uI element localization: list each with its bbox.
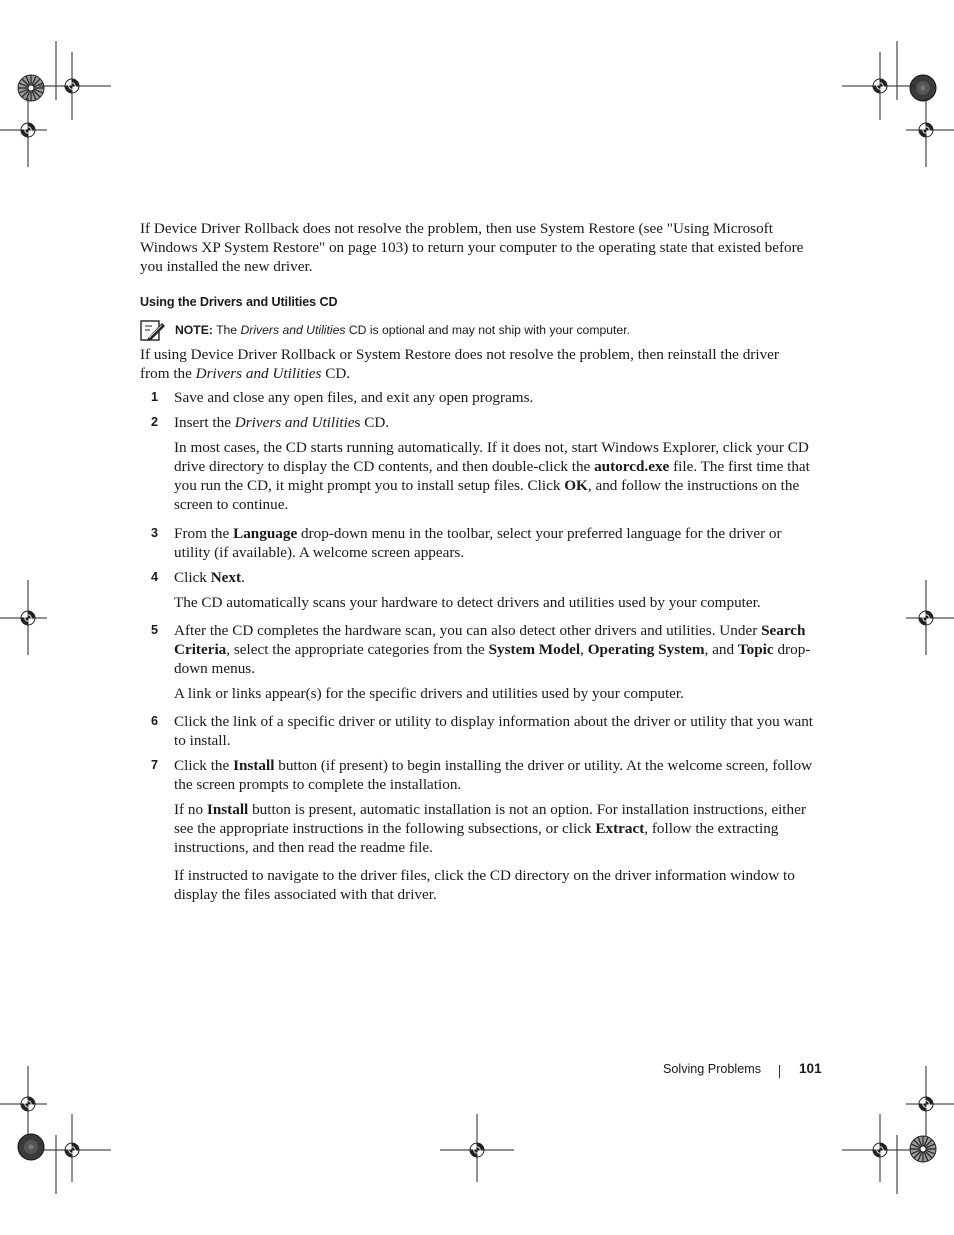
step-number: 7 — [151, 758, 159, 772]
step-detail-part: If no — [174, 801, 207, 818]
step-bold: Operating System — [587, 641, 705, 658]
step-text — [174, 413, 814, 432]
step-detail: The CD automatically scans your hardware to detect drivers and utilities used by your computer. — [174, 594, 761, 611]
note-pencil-icon — [140, 320, 166, 342]
registration-mark-icon — [65, 79, 79, 93]
step-number: 2 — [151, 415, 159, 429]
step-number: 6 — [151, 714, 159, 728]
step-text — [174, 756, 814, 794]
step-detail-part: button is present, automatic installation is not an option. For installation instructions, either see the appropriate instructions in the following subsections, or click — [174, 801, 806, 837]
step-bold: Topic — [737, 641, 774, 658]
step-bold: Language — [233, 525, 298, 542]
step-number: 5 — [151, 623, 159, 637]
step-bold: Next — [210, 569, 242, 586]
footer-divider — [779, 1065, 780, 1078]
step-text-part: button (if present) to begin installing the driver or utility. At the welcome screen, follow the screen prompts to complete the installation. — [174, 757, 813, 793]
step-text-part: Click — [174, 569, 211, 586]
registration-mark-icon — [65, 1143, 79, 1157]
step-detail: If instructed to navigate to the driver files, click the CD directory on the driver information window to display the files associated with that driver. — [174, 867, 795, 903]
registration-mark-icon — [21, 1097, 35, 1111]
step-detail-part: , follow the extracting instructions, and then read the readme file. — [174, 820, 779, 856]
section-heading: Using the Drivers and Utilities CD — [140, 295, 338, 309]
step-text: Save and close any open files, and exit any open programs. — [174, 389, 534, 406]
step-italic: Drivers and Utilitie — [234, 414, 355, 431]
list-item — [140, 388, 820, 407]
step-text: Click the link of a specific driver or utility to display information about the driver or utility that you want to install. — [174, 713, 814, 749]
footer-section-title: Solving Problems — [663, 1062, 761, 1076]
note-text-part: CD is optional and may not ship with your computer. — [345, 323, 630, 337]
list-item — [140, 756, 820, 794]
step-text-part: drop-down menus. — [174, 641, 811, 677]
color-wheel-icon — [910, 75, 936, 101]
step-detail-bold: OK — [564, 477, 588, 494]
step-text — [174, 524, 814, 562]
step-detail-part: , and follow the instructions on the screen to continue. — [174, 477, 800, 513]
page-footer — [600, 1061, 820, 1081]
step-bold: Install — [233, 757, 275, 774]
registration-mark-icon — [21, 611, 35, 625]
step-detail — [174, 800, 814, 857]
registration-mark-icon — [873, 1143, 887, 1157]
step-text-part: . — [241, 569, 245, 586]
reinstall-text-end: CD. — [321, 365, 351, 382]
note-box — [140, 320, 820, 342]
note-text-part: The — [212, 323, 241, 337]
list-item — [140, 568, 820, 587]
step-text-part: After the CD completes the hardware scan, you can also detect other drivers and utilities. Under — [174, 622, 762, 639]
color-wheel-icon — [18, 75, 44, 101]
note-italic: Drivers and Utilities — [240, 323, 346, 337]
registration-mark-icon — [919, 1097, 933, 1111]
registration-mark-icon — [21, 123, 35, 137]
step-detail-bold: Install — [206, 801, 249, 818]
step-detail-bold: Extract — [595, 820, 645, 837]
reinstall-text: If using Device Driver Rollback or System Restore does not resolve the problem, then reinstall the driver from the — [140, 346, 779, 382]
registration-mark-icon — [873, 79, 887, 93]
step-text — [174, 568, 814, 587]
step-text-part: , and — [704, 641, 738, 658]
list-item — [140, 621, 820, 678]
note-label: NOTE: — [175, 323, 213, 337]
note-text — [175, 322, 630, 338]
step-number: 1 — [151, 390, 159, 404]
list-item — [140, 413, 820, 432]
step-detail-bold: autorcd.exe — [594, 458, 670, 475]
step-text-part: From the — [174, 525, 234, 542]
step-bold: System Model — [488, 641, 581, 658]
step-detail: A link or links appear(s) for the specific drivers and utilities used by your computer. — [174, 685, 684, 702]
reinstall-italic: Drivers and Utilities — [195, 365, 322, 382]
page-number: 101 — [799, 1061, 822, 1076]
intro-paragraph: If Device Driver Rollback does not resolve the problem, then use System Restore (see "Using Microsoft Windows XP System Restore" on page 103) to return your computer to the operating state that existed before you installed the new driver. — [140, 220, 804, 275]
step-number: 3 — [151, 526, 159, 540]
step-text-part: drop-down menu in the toolbar, select your preferred language for the driver or utility (if available). A welcome screen appears. — [174, 525, 782, 561]
step-text-part: Click the — [174, 757, 234, 774]
step-bold: Search Criteria — [174, 622, 806, 658]
step-text — [174, 621, 814, 678]
step-detail-part: file. The first time that you run the CD, it might prompt you to install setup files. Click — [174, 458, 810, 494]
list-item — [140, 712, 820, 750]
color-wheel-icon — [910, 1136, 936, 1162]
steps-list — [140, 388, 820, 904]
step-number: 4 — [151, 570, 159, 584]
reinstall-paragraph — [140, 345, 812, 383]
color-wheel-icon — [18, 1134, 44, 1160]
registration-mark-icon — [470, 1143, 484, 1157]
step-text-part: , select the appropriate categories from the — [226, 641, 489, 658]
step-text-part: Insert the — [174, 414, 235, 431]
step-detail-part: In most cases, the CD starts running automatically. If it does not, start Windows Explorer, click your CD drive directory to display the CD contents, and then double-click the — [174, 439, 809, 475]
registration-mark-icon — [919, 611, 933, 625]
list-item — [140, 524, 820, 562]
step-text-part: s CD. — [354, 414, 390, 431]
registration-mark-icon — [919, 123, 933, 137]
step-text-part: , — [580, 641, 588, 658]
step-detail — [174, 438, 814, 514]
